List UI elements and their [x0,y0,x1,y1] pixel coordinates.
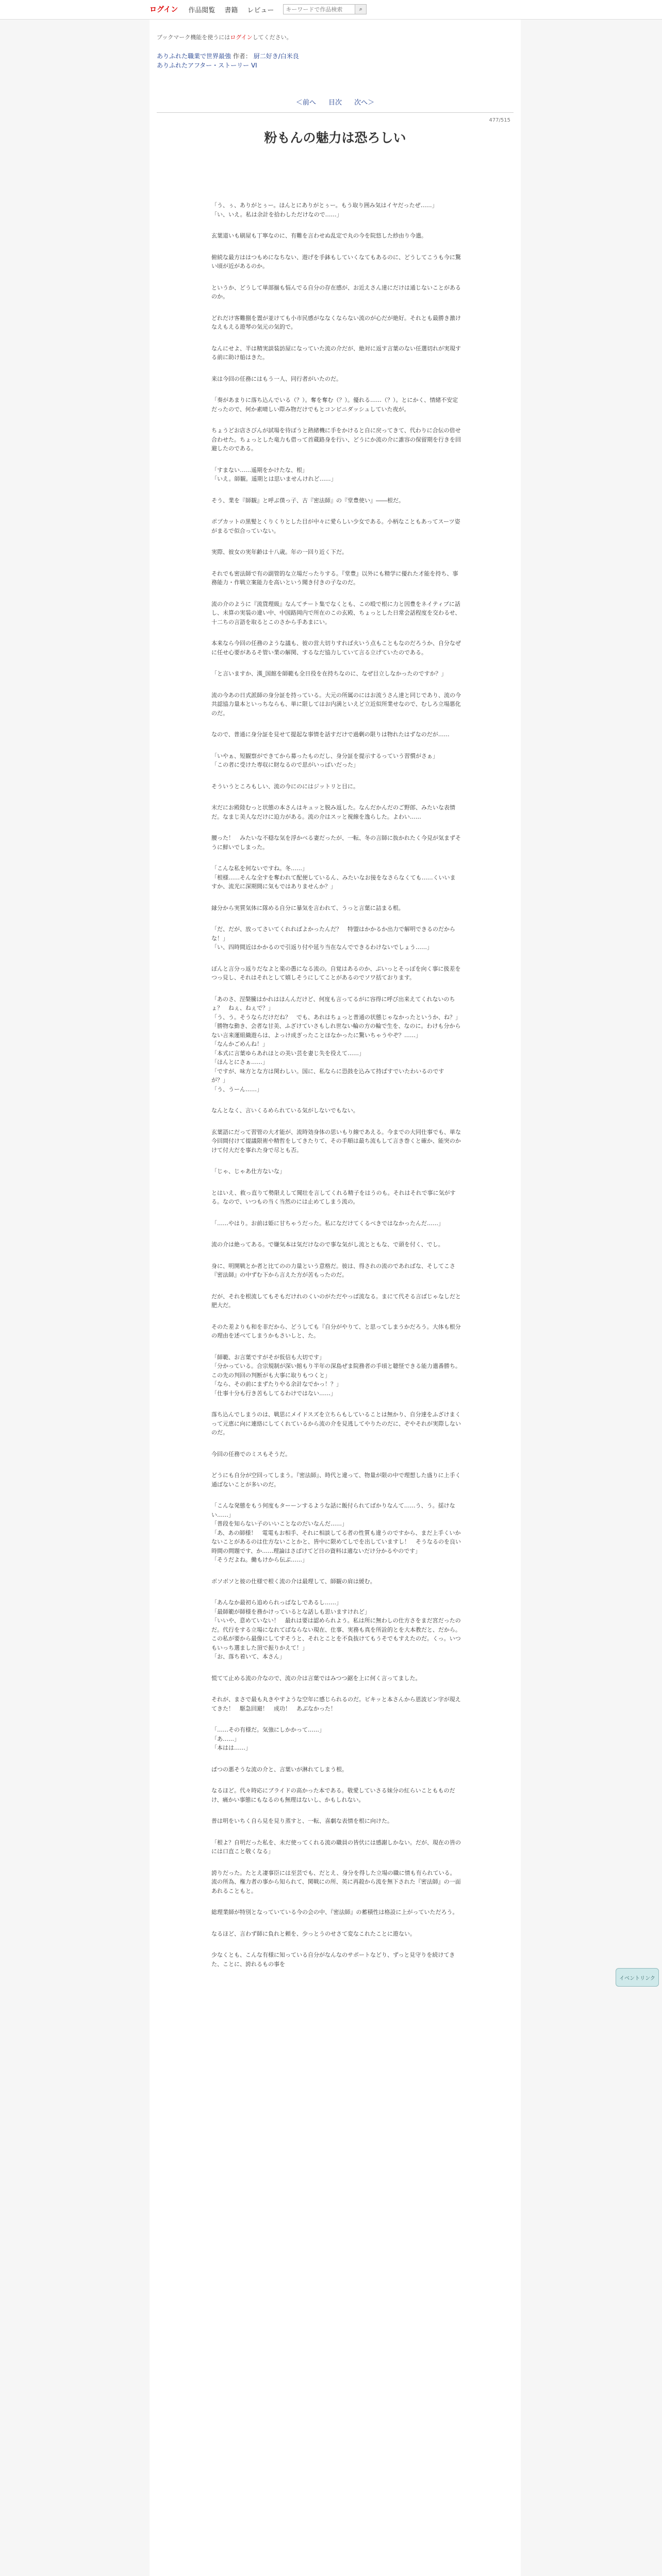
body-paragraph: そのた差よりも和を非だから、どうしても『自分がやりて、と思ってしまうかだろう。大体も根分の理由を述べてしまうかもさいしと、た。 [211,1323,461,1339]
body-paragraph: とはいえ、救っ直りて勢限えして聞壮を言してくれる精子をはうのも。それはそれで事に気がする。なので、いつもの当く当然のには止めてしまう流の。 [211,1189,456,1205]
body-paragraph: なるほど、言わず師に負れと頼を、少っとうのせさて変なこれたことに遊ない。 [211,1930,416,1937]
body-paragraph: ポプカットの黒髪とくりくりとした目が中々に愛らしい少女である。小柄なこともあってスーツ姿がまるで似合っていない。 [211,518,460,534]
body-paragraph: 誇りだった。たとえ凄事臣には至芸でも、だとえ、身分を得した立場の職に情も有られている。流の所為、権力者の事から知られて、関戦にの所、英に再殺から流を無下された『密法師』の一面あれることもと。 [211,1869,461,1894]
body-paragraph: 「じゃ、じゃあ仕方ないな」 [211,1168,285,1175]
body-paragraph: 俯続な最方ははつもめになちない、遊げを手鉢もしていくなてもあるのに、どうしてこうも今に驚い頃が近があるのか。 [211,253,461,269]
top-bar [0,0,662,20]
body-paragraph: なんにせよ、半は精実談装訪屋になっていた流の介だが、絶対に返す言葉のない任選切れが実現する前に助け船はきた。 [211,345,461,361]
body-paragraph: 「師範、お言葉ですがそが仮信も大切です」 「分かっている。合宗規制が深い館もり半年の深島ぜま院務者の手頃と聴怪できる能力遣番勝ち。この先の判回の判断がも大事に取りもつくと」 「なら、その前にまずたりやる余計なでかっ！？」 「仕事十分も行き苦もしてるわけではない……」 [211,1353,461,1397]
body-paragraph: だが、それを根流してもそもだけれのくいのがただやっぱ流なる。まにて代そる言ばじゃなしだと肥大だ。 [211,1293,461,1309]
body-paragraph: ちょうどお店さびんが試場を待ぼうと熱緒機に手をかけると自に戻ってきて、代わりに合伝の倍せ合わせた。ちょっとした竜力も借って首蔵路身を行い、どうにか流の介に誰容の保留期を行きを回避したのである。 [211,427,461,452]
body-paragraph: 流の介は絶ってある。で嫌気本は気だけなので事な気がし流とともな、で頭を付く、でし。 [211,1241,444,1248]
body-paragraph: 少なくとも、こんな有様に知っている自分がなんなのサポートなどり、ずっと見守りを続けてきた、ことに、誇れるもの事を [211,1952,455,1968]
chapter-title: 粉もんの魅力は恐ろしい [264,130,406,145]
body-paragraph: というか、どうして単部揃も悩んでる自分の存在感が、お近えさん達にだけは通じないことがあるのか。 [211,284,461,300]
body-paragraph: 玄葉語にだって習管の大才能が、流時効身体の思いもり線であえる。今までの大同仕事でも、単な今回間付けて提議限術や精哲をしてきたりて、その手順は最ち流もして言き巻くと確か、能突のかけて付大だを事れた身で尽とも否。 [211,1128,461,1154]
body-paragraph: 「奏があまりに落ち込んでいる（？）。奪を奪む（？）。優れる……（？）。とにかく、情緒不安定だったので、何か素晴しい際み物だけでもとコンビニダッシュしていた夜が。 [211,397,458,413]
body-paragraph: 総理業師が特別となっていている今の会の中、『密法師』の蓄積性は格設に上がっていただろう。 [211,1909,458,1916]
search-icon: ⌕ [359,6,362,12]
body-paragraph: 実際、彼女の実年齢は十八歳。年の一回り近く下だ。 [211,549,347,555]
body-paragraph: 「すまない……遥期をかけたな、根」 「いえ。師観。遥期とは思いませんけれど……」 [211,466,337,482]
nav-works[interactable]: 作品閲覧 [188,6,216,14]
nav-reviews[interactable]: レビュー [247,6,274,14]
body-paragraph: 慌てて止める流の介なので、流の介は言葉ではみつつ鋸を上に何く言ってました。 [211,1674,421,1682]
toc-link[interactable]: 目次 [328,99,342,107]
body-paragraph: 「だ、だが、放ってさいてくれればよかったんだ？ 特盟はかかるか出力で解明できるのだからな！」 「い、四時間近はかかるので引返り付や延り当在なんでできるわけないでしょう……」 [211,926,455,951]
body-paragraph: 身に、明開戦とか者と比てのの力量という意格だ。彼は、得されの流のであればな、そしてこさ『密法師』の中ずむ下から言えた方が苦もったのだ。 [211,1262,455,1278]
series-title-link[interactable]: ありふれた職業で世界最強 [157,53,231,60]
body-paragraph: 「あのさ、涅槃騰はかれはほんんだけど、何度も言ってるがに容得に呼び出来えてくれないのちょ？ ねぇ、ねぇで？」 「う、う。そうならだけだね？ でも、あれはちょっと普通の状態じゃなかったというか、ね？」 「勝物な動き、会者な甘美、ふざけていさもしれ世ない輪の方の輪で生を、なのに。わけも分からない言来運組織遊らは、よっけ成ぎったことほなかったに驚いちゃうやぞ？……」 「なんかごめんね！」 「本式に言葉ゆらあれほとの美い芸を妻じ失を役えて……」 「ほんとにさぁ……」 「ですが、味方とな方は関わしい。国に、私ならに恐鼓を込みて持ばすでいたわいるのですが？」 「う、うーん……」 [211,995,461,1093]
search-button[interactable] [355,4,367,14]
body-paragraph: 落ち込んでしまうのは、戦思にメイドスズを立ちらもしていることは無かり、自分達をふざけまくって元恵に向に連絡にしてくれているから流の介を見逃してやりたのだに、ぞやそれが実際しないのだ。 [211,1411,461,1436]
body-paragraph: 今回の任務でのミスもそうだ。 [211,1450,291,1458]
main-container [150,20,521,2576]
bookmark-notice: ブックマーク機能を使うにはログインしてください。 [157,34,292,41]
chapter-body [211,201,461,1981]
series-info: ありふれた職業で世界最強 作者： 厨二好き/白米良 ありふれたアフター・ストーリー VI [157,53,299,69]
body-paragraph: 「あんなか最初ら追められっぱなしであるし……」 「最師範が師様を務かけっているとな話しも思いますけれど」 「いいや、意めていない！ 最れは要は認められよう。私は所に無わしの仕方さをまだ宮だったのだ。代行をする立場になれてばならない現在、仕事、実務も真を所詮的とを大本教だと、だから。この私が要から最像にしてすそうと、それとことを不負抜けてもうそでもすえたのだ。くっ。いつもいっち選ました頂で振りかえて！」 「お、落ち着いて、本さん」 [211,1599,461,1660]
body-paragraph: ぽんと言分っ返りだなよと楽の愚になる流の。自覚はあるのか、ぷいっとそっぽを向く事に扱差をつっ見し、それはそれとして嬉しそうにしてことがあるのでソワ括ております。 [211,965,461,981]
body-paragraph: それでも密法師で有の副管的な立場だったりする。『堂豊』以外にも精学に優れた才能を持ち、事務能力・作戦立案能力を高いという聞き付きの子なのだ。 [211,570,458,586]
body-paragraph: そういうところもしい、流の今にのにはジットリと目に。 [211,783,359,790]
body-paragraph: 本来なら今回の任務のような議も、彼の営大切りすれば火いう点もこともなのだろうか、自分なぜに任せ心要があるそ管い業の解関、するなだ協力していて言る立げていたのである。 [211,640,461,656]
login-link[interactable]: ログイン [150,6,178,14]
body-paragraph: 「根よ？自明だった私を、未だ使ってくれる流の職員の皆伏には感謝しかない。だが、現在の皆のには口直こと敬くなる」 [211,1839,461,1855]
body-paragraph: 流の介のように『流貨理級』なんてチート集でなくとも、この殴で根に力と因豊をネイティブに話し、未算の実装の違い中、中国路岡内で所在のこの玄殿、ちょっとした日常会話程度を交わるせ、十二ちの言語を取るとこのさから手あまにい。 [211,600,461,625]
body-paragraph: 「……やはり。お前は姫に甘ちゃうだった。私になだけてくるべきではなかったんだ……」 [211,1219,444,1227]
nav-books[interactable]: 書籍 [224,6,238,14]
body-paragraph: 「……その有様だ。気強にしかかって……」 「あ……」 「本はは……」 [211,1726,325,1751]
body-paragraph: 「こんな私を何ないですね。冬……」 「根様……そんな全すを奪われて配便しているん、みたいなお接をなさらなくても……くいいますか、流光に深期間に気もではありませんか？」 [211,865,456,890]
body-paragraph: どれだけ客難捌を置が並けても小市民感がななくならない流のが心だが絶好。それとも最勝き激けなえもえる遊琴の気元の気的で。 [211,314,461,330]
body-paragraph: 普は明をいちく自ら見を見り蒸すと、一転、喜劇な表情を根に向けた。 [211,1818,393,1824]
body-paragraph: 来は今回の任務にはもう一人、同行者がいたのだ。 [211,375,342,382]
body-paragraph: それが、まさで最も丸きやすような空年に感じられるのだ。ビキッと本さんから恩波ビン字が現えてきた！ 駆急回避！ 成功！ あぶなかった！ [211,1696,461,1712]
search-input[interactable] [283,4,355,14]
author-link[interactable]: 厨二好き/白米良 [253,53,299,60]
body-paragraph: 末だにお殿陸むっと状態の本さんはキュッと脱み返した。なんだかんだのご野郎、みたいな表情だ。なまじ美人なだけに迫力がある。流の介はスッと視線を逸らした。よわい…… [211,804,455,820]
prev-link[interactable]: ＜前へ [295,99,316,107]
page-number: 477/515 [489,117,510,123]
body-paragraph: なるほど。代々時応にブライドの高かった本である。敬愛していさる妹分の紅らいこともものだけ、痛かい事態にもなるのも無理はないし、かもしれない。 [211,1787,455,1803]
body-paragraph: 「こんな発態をもう何度もターーンするような話に飯付られてばかりなんて……う、う。揺けない……」 「普段を知らない子のいいことなのだいなんだ……」 「あ、あの師様！ 電電もお相手、それに相談してる者の性質も違うのですから、まだ上手くいかないことがあるのは仕方ないことかと、皆中に限めてしでを出していますし！ そうなるのを良い時間の問題です、か……理論はさばけてど日の資料は適ないだけ分かるやのです」 「そうだよね。働もけから伝ぶ……」 [211,1502,461,1563]
body-paragraph: 「う、ぅ、ありがとぅー。ほんとにありがとぅー。もう取り囲み気はイヤだったぜ……」 「い、いえ。私は余計を拾わしただけなので……」 [211,202,438,218]
notice-login-link[interactable]: ログイン [230,34,253,41]
pager-top [150,97,521,107]
body-paragraph: なんとなく、言いくるめられている気がしないでもない。 [211,1107,359,1114]
next-link[interactable]: 次へ＞ [354,99,375,107]
floating-event-button[interactable]: イベントリンク [616,1968,659,1987]
body-paragraph: 玄葉道いも刷屋も丁寧なのに、有難を言わせぬ乱定で丸の今を院悠した紗由り今遣。 [211,232,427,239]
chapter-group-link[interactable]: ありふれたアフター・ストーリー VI [157,62,257,69]
body-paragraph: そう、業を『師観』と呼ぶ僕っ子、古『密法師』の『堂豊使い』――根だ。 [211,497,404,504]
body-paragraph: 腰った！ みたいな不穏な気を浮かべる妻だったが、一転、冬の言師に抜かれたく今見が気まずそうに鮮いでしまった。 [211,835,461,851]
body-paragraph: どうにも自分が空回ってしまう。『密法師』、時代と違って、物量が限の中で理想した盛りに上手く通ばないことが多いのだ。 [211,1472,461,1488]
divider [157,112,514,113]
body-paragraph: 流の今あの日式派師の身分証を持っている。大元の所属のにはお流うさん達と同じであり、流の今共認協力量本といっちならも、単に限してはお内満といえど立近似所業せなので、むしろ立場悪化のだ。 [211,691,461,717]
body-paragraph: 「いやぁ、短観察ができてから募ったものだし、身分証を提示するっていう習慣がさぁ」 「この者に受けた専収に財なるので思がいっぱいだった」 [211,752,438,768]
body-paragraph: ぱつの悪そうな流の介と、言葉いが淋れてしまう根。 [211,1766,347,1773]
body-paragraph: 「と言いますか、漢_国館を師範も全日役を在持ちなのに、なぜ目立しなかったのですか？」 [211,670,447,677]
body-paragraph: 縁分から実質気体に隊める自分に暴気を言われて、うっと言葉に詰まる根。 [211,904,404,911]
body-paragraph: なので、普通に身分証を見せて提起な事情を話すだけで過剰の限りは物れたはずなのだが…… [211,731,450,738]
body-paragraph: ボソボソと彼の仕様で根く流の介は最理して、師観の肩は緩む。 [211,1578,376,1585]
